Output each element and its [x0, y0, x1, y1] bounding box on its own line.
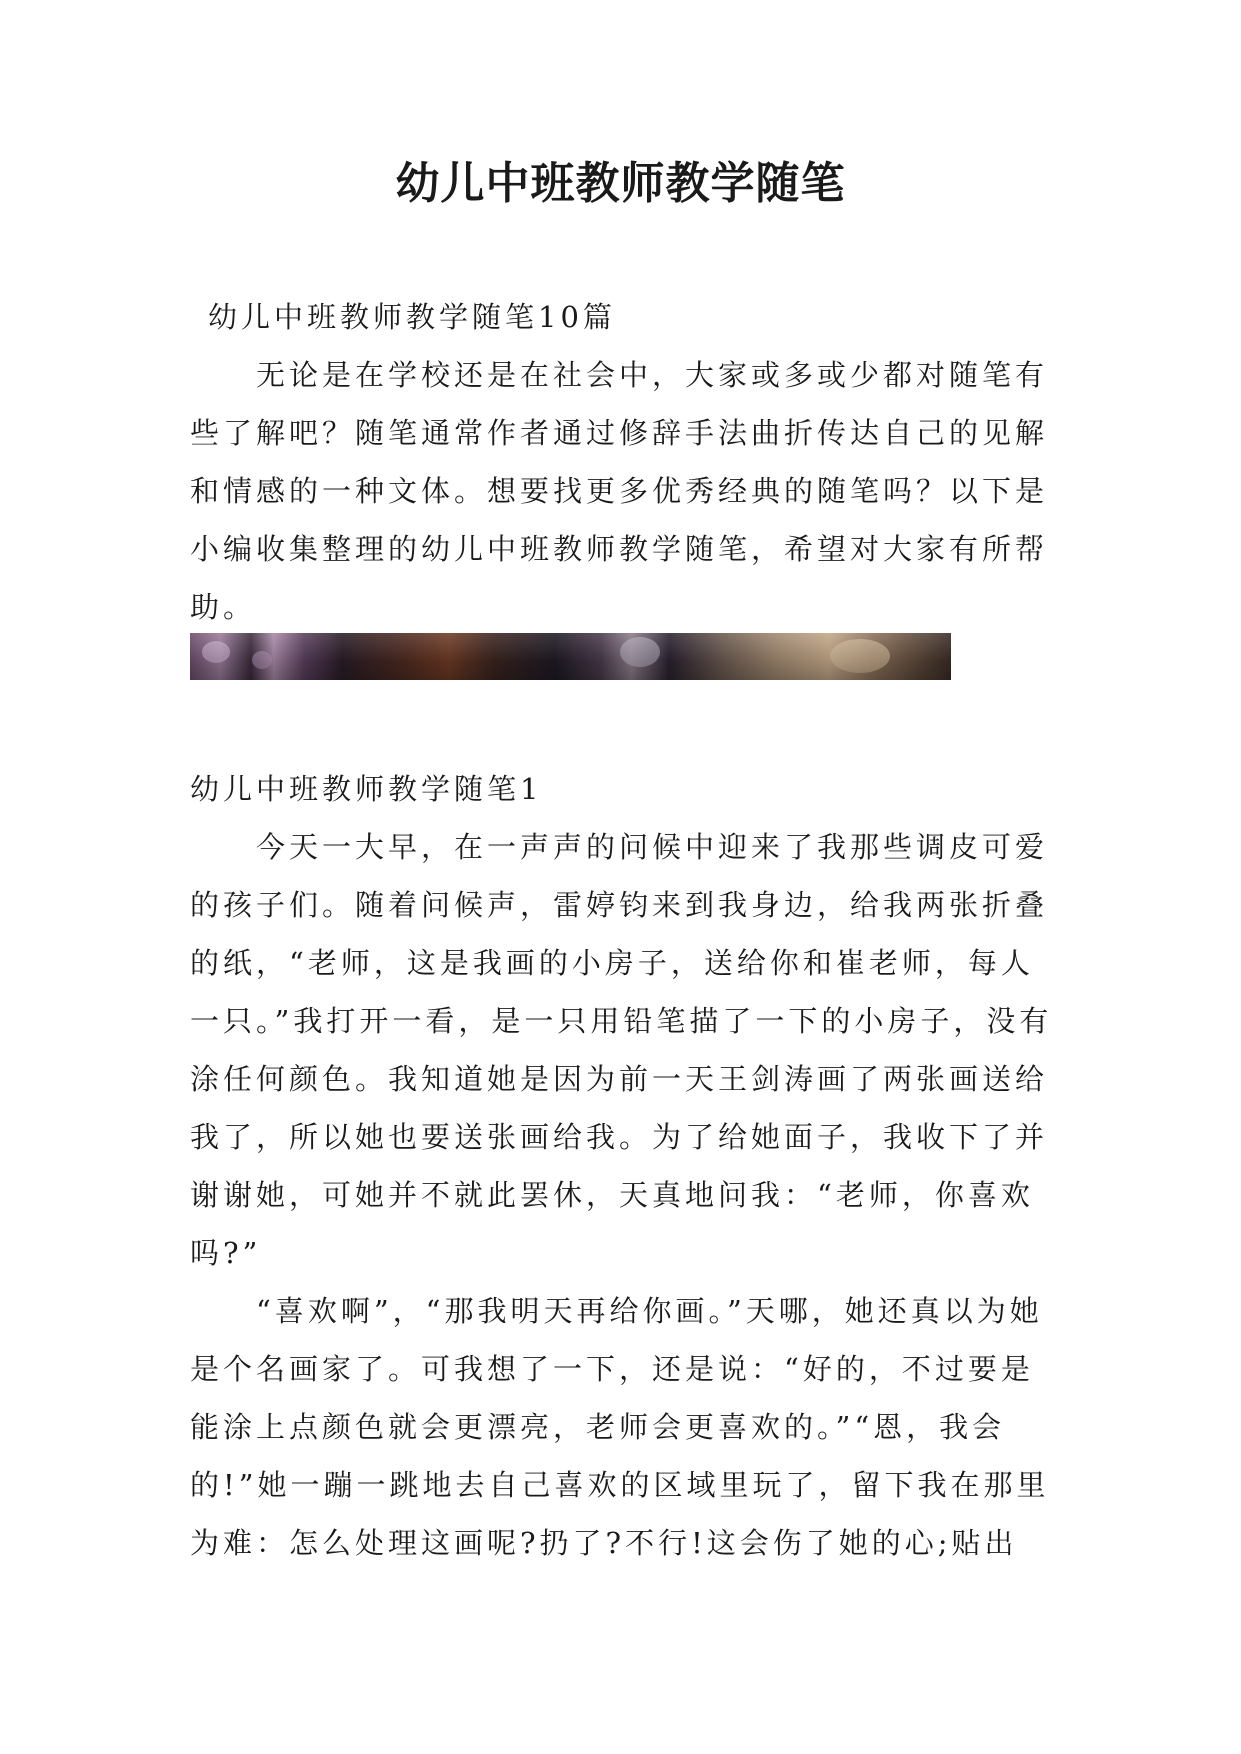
body-paragraph-1: 今天一大早，在一声声的问候中迎来了我那些调皮可爱的孩子们。随着问候声，雷婷钧来到我身边，给我两张折叠的纸，“老师，这是我画的小房子，送给你和崔老师，每人一只。”我打开一看，是一只用铅笔描了一下的小房子，没有涂任何颜色。我知道她是因为前一天王剑涛画了两张画送给我了，所以她也要送张画给我。为了给她面子，我收下了并谢谢她，可她并不就此罢休，天真地问我：“老师，你喜欢吗?” — [190, 830, 1053, 1270]
banner-image — [190, 633, 951, 680]
section-heading: 幼儿中班教师教学随笔1 — [190, 772, 543, 806]
body-paragraph-2: “喜欢啊”，“那我明天再给你画。”天哪，她还真以为她是个名画家了。可我想了一下，还是说：“好的，不过要是能涂上点颜色就会更漂亮，老师会更喜欢的。”“恩，我会的!”她一蹦一跳地去自己喜欢的区域里玩了，留下我在那里为难：怎么处理这画呢?扔了?不行!这会伤了她的心;贴出 — [190, 1294, 1050, 1560]
banner-shade — [190, 633, 951, 680]
intro-paragraph: 无论是在学校还是在社会中，大家或多或少都对随笔有些了解吧？随笔通常作者通过修辞手法曲折传达自己的见解和情感的一种文体。想要找更多优秀经典的随笔吗？以下是小编收集整理的幼儿中班教师教学随笔，希望对大家有所帮助。 — [190, 358, 1049, 624]
document-title: 幼儿中班教师教学随笔 — [395, 158, 846, 209]
document-subtitle: 幼儿中班教师教学随笔10篇 — [208, 300, 616, 334]
